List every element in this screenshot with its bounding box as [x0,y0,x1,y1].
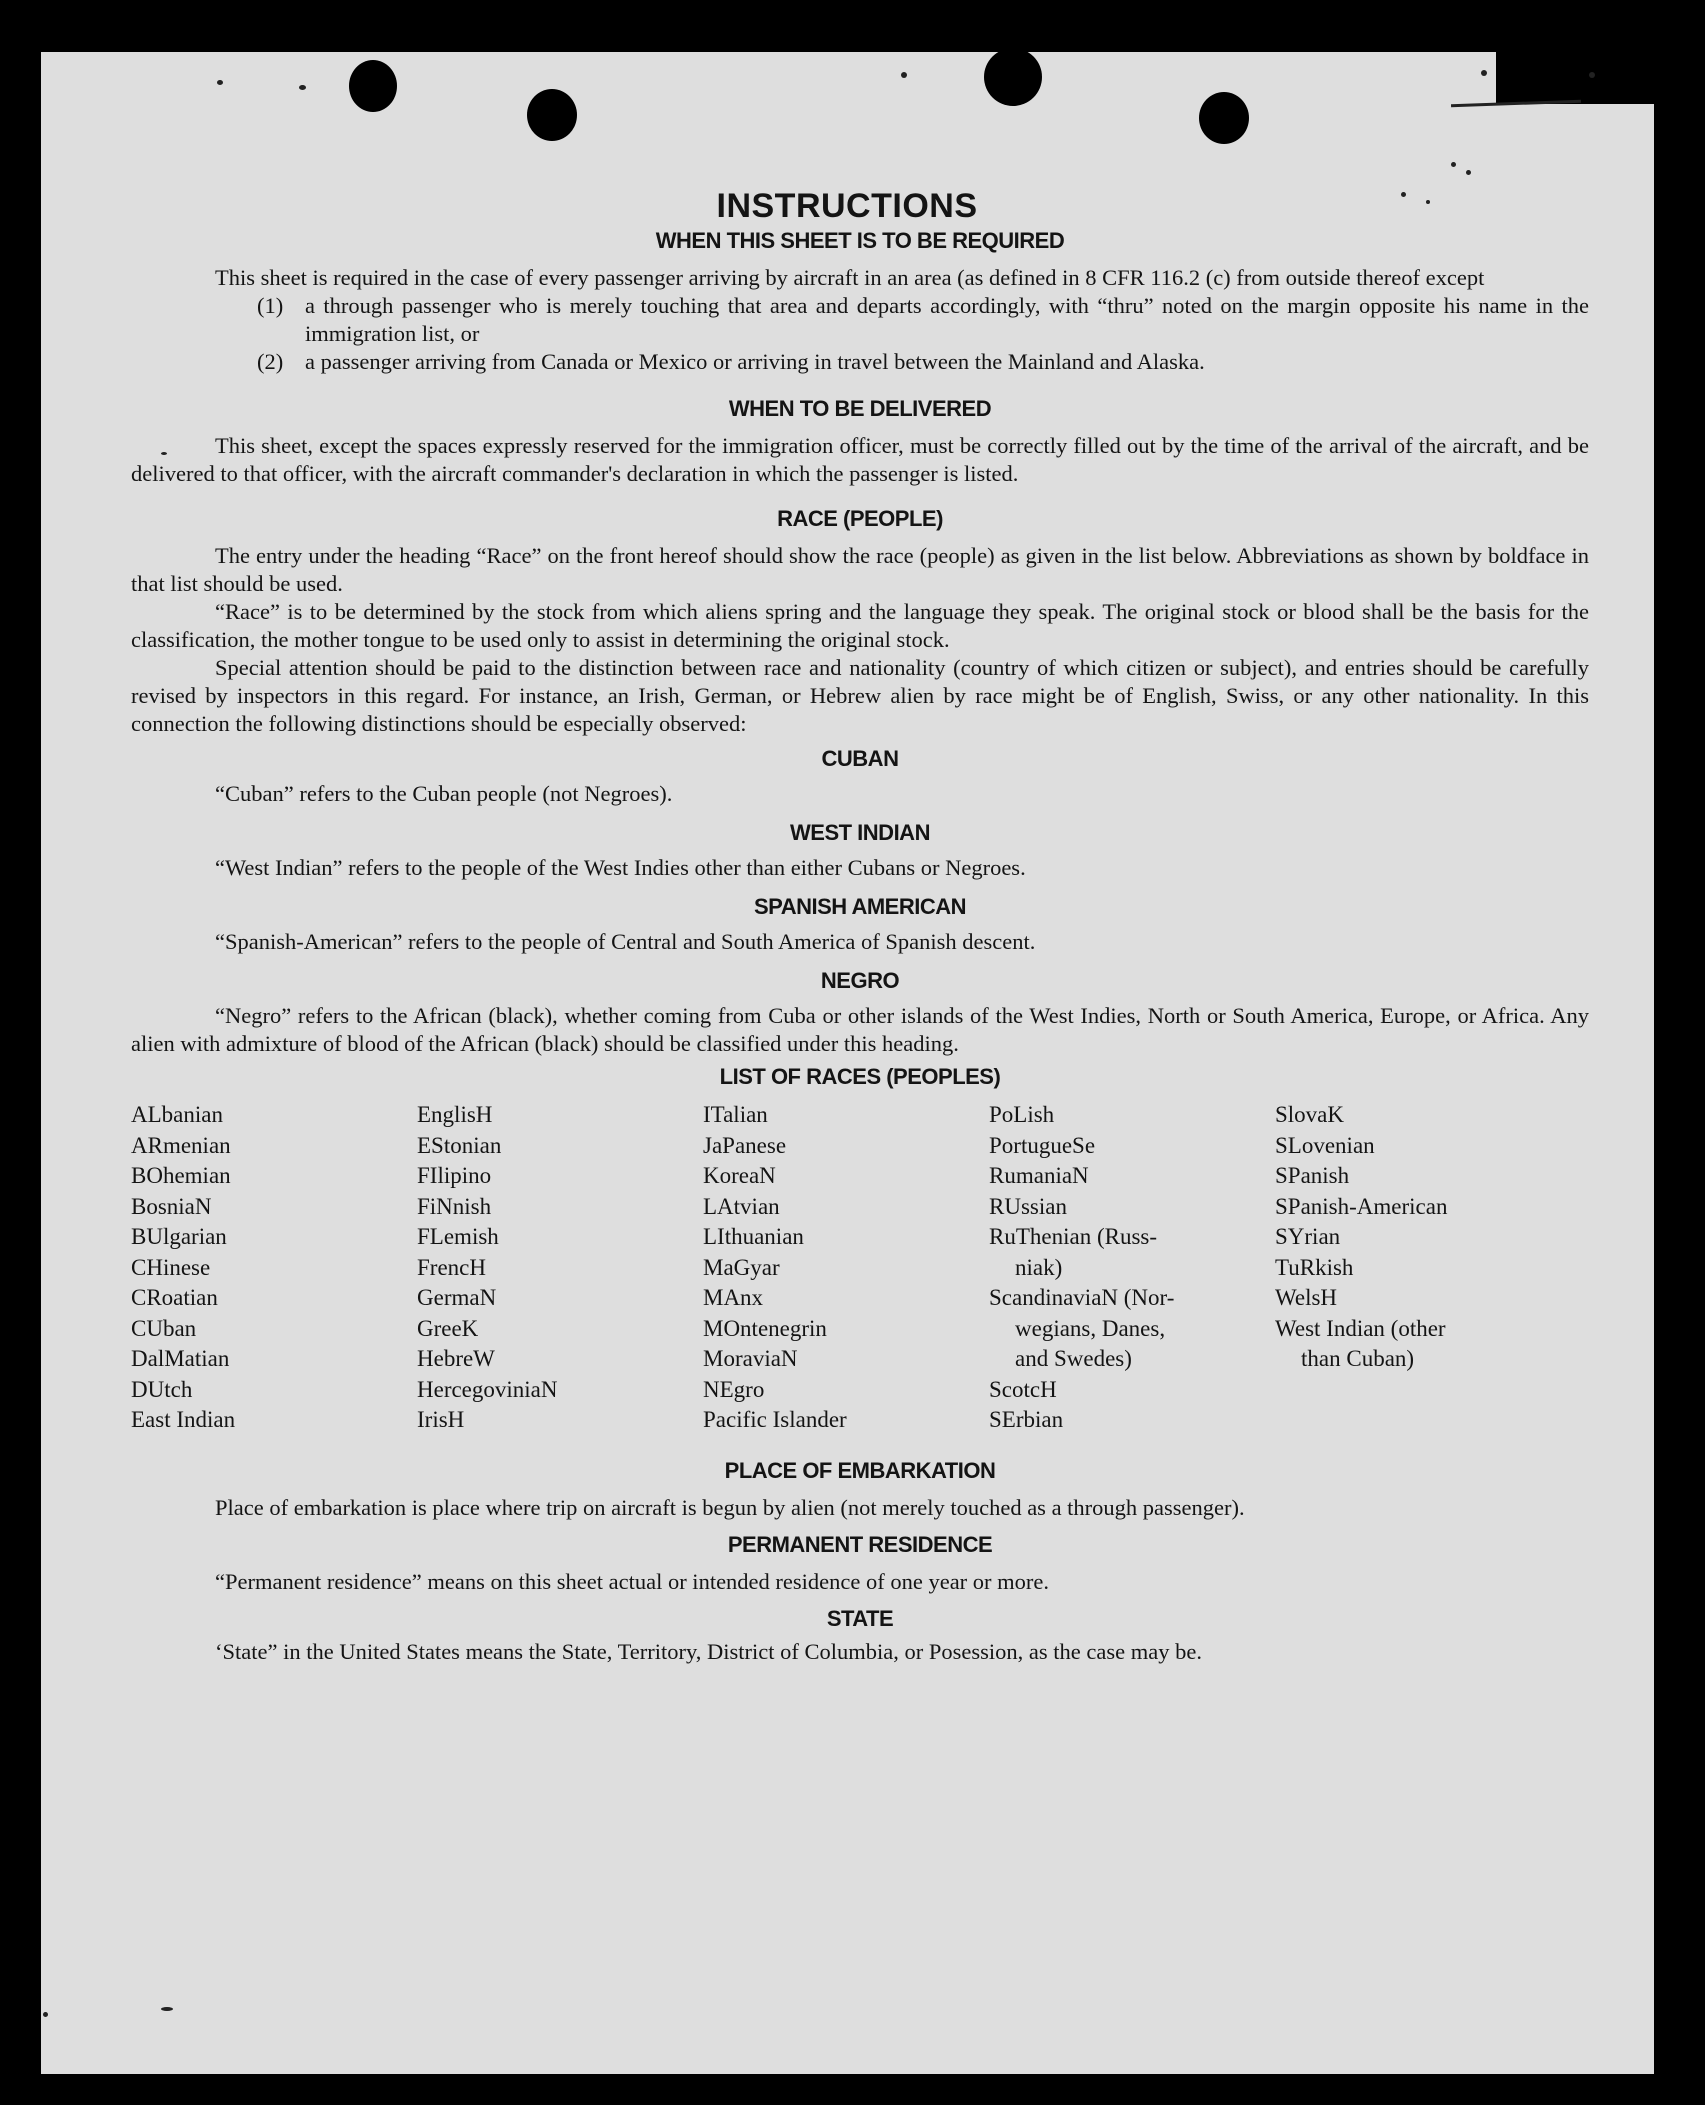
race-entry: PoLish [989,1102,1055,1127]
heading-required: WHEN THIS SHEET IS TO BE REQUIRED [655,228,1065,253]
state-text: ‘State” in the United States means the State, Territory, District of Columbia, or Posession, as the case may be. [215,1638,1202,1664]
instructions-content [131,187,1589,1666]
exception-item-2 [131,348,1589,376]
race-entry: SErbian [989,1407,1064,1432]
exception-text: a through passenger who is merely touching that area and departs accordingly, with “thru” noted on the margin opposite his name in the immigration list, or [305,293,1589,346]
speck [1589,72,1595,78]
race-entry: FiNnish [417,1193,492,1219]
heading-state: STATE [826,1605,894,1631]
race-entry: MOntenegrin [703,1315,827,1341]
race-entry: SYrian [1275,1224,1341,1249]
race-entry: FrencH [417,1254,486,1280]
speck [901,72,907,78]
heading-delivered: WHEN TO BE DELIVERED [728,396,992,421]
race-entry: SPanish [1275,1163,1350,1188]
race-entry: HercegoviniaN [417,1376,558,1402]
residence-text: “Permanent residence” means on this sheet actual or intended residence of one year or more. [215,1568,1050,1594]
race-entry: DalMatian [131,1346,230,1371]
race-entry: PortugueSe [989,1132,1096,1158]
race-entry: ScandinaviaN (Nor- [989,1285,1175,1310]
speck [1481,70,1487,76]
exception-item-1 [131,292,1589,348]
race-column [417,1100,703,1436]
speck [43,2012,48,2017]
race-entry: CRoatian [131,1285,218,1310]
race-entry-continued: wegians, Danes, [1015,1315,1166,1341]
race-entry: GreeK [417,1315,479,1341]
race-entry: EStonian [417,1132,502,1158]
punch-hole [527,89,577,141]
speck [299,85,306,90]
heading-negro: NEGRO [820,968,900,993]
race-entry: SPanish-American [1275,1193,1448,1219]
speck [1466,170,1471,175]
race-entry: LIthuanian [703,1224,804,1249]
race-entry: DUtch [131,1376,193,1402]
race-entry: RumaniaN [989,1163,1089,1188]
heading-residence: PERMANENT RESIDENCE [727,1531,993,1557]
race-paragraph: The entry under the heading “Race” on the front hereof should show the race (people) as given in the list below. Abbreviations as shown by boldface in that list should be used. [131,543,1589,596]
race-entry: SLovenian [1275,1132,1375,1158]
race-entry: BOhemian [131,1163,231,1188]
race-entry: FLemish [417,1224,499,1249]
embarkation-text: Place of embarkation is place where trip on aircraft is begun by alien (not merely touched as a through passenger). [215,1494,1245,1520]
heading-embarkation: PLACE OF EMBARKATION [724,1457,996,1483]
race-entry-continued: and Swedes) [1015,1346,1132,1371]
heading-race: RACE (PEOPLE) [777,506,943,531]
race-entry: TuRkish [1275,1254,1354,1280]
race-entry: West Indian (other [1275,1315,1446,1341]
race-entry: IrisH [417,1407,465,1432]
punch-hole [349,60,397,112]
race-entry: Pacific Islander [703,1407,847,1432]
race-entry: NEgro [703,1376,765,1402]
race-entry: BUlgarian [131,1224,227,1249]
west-indian-text: “West Indian” refers to the people of the West Indies other than either Cubans or Negroes. [215,855,1026,880]
race-paragraph: “Race” is to be determined by the stock from which aliens spring and the language they speak. The original stock or blood shall be the basis for the classification, the mother tongue to be used only to assist in determining the original stock. [131,599,1589,652]
speck [217,80,223,85]
race-entry-continued: than Cuban) [1301,1346,1415,1371]
exception-number: (1) [257,293,284,318]
race-entry: MaGyar [703,1254,780,1280]
race-entry: ALbanian [131,1102,223,1127]
race-entry: CHinese [131,1254,211,1280]
race-entry: KoreaN [703,1163,776,1188]
speck [161,2007,173,2011]
torn-corner [1496,52,1654,104]
race-entry: EnglisH [417,1102,493,1127]
race-entry: ARmenian [131,1132,231,1158]
race-list [131,1100,1589,1436]
heading-spanish-american: SPANISH AMERICAN [753,894,966,919]
heading-cuban: CUBAN [821,746,899,771]
race-column [131,1100,417,1436]
document-sheet [41,52,1654,2074]
race-column [703,1100,989,1436]
race-entry: MAnx [703,1285,764,1310]
race-entry: MoraviaN [703,1346,798,1371]
race-entry: East Indian [131,1407,236,1432]
race-entry: ITalian [703,1102,768,1127]
race-entry: SlovaK [1275,1102,1344,1127]
required-intro: This sheet is required in the case of every passenger arriving by aircraft in an area (as defined in 8 CFR 116.2 (c) from outside thereof except [215,265,1485,290]
exception-number: (2) [257,349,284,374]
race-entry: GermaN [417,1285,497,1310]
race-entry: JaPanese [703,1132,787,1158]
race-entry: RUssian [989,1193,1067,1219]
negro-text: “Negro” refers to the African (black), whether coming from Cuba or other islands of the West Indies, North or South America, Europe, or Africa. Any alien with admixture of blood of the African (black) should be classified under this heading. [131,1003,1589,1056]
heading-west-indian: WEST INDIAN [790,820,930,845]
race-entry: CUban [131,1315,197,1341]
page-title: INSTRUCTIONS [716,187,978,225]
race-column [1275,1100,1575,1436]
race-column [989,1100,1275,1436]
race-entry: RuThenian (Russ- [989,1224,1158,1249]
race-entry: BosniaN [131,1193,212,1219]
punch-hole [984,48,1042,106]
race-entry: FIlipino [417,1163,492,1188]
speck [1451,162,1456,167]
race-entry: LAtvian [703,1193,780,1219]
race-entry: WelsH [1275,1285,1338,1310]
race-entry-continued: niak) [1015,1254,1063,1280]
race-paragraph: Special attention should be paid to the distinction between race and nationality (country of which citizen or subject), and entries should be carefully revised by inspectors in this regard. For instance, an Irish, German, or Hebrew alien by race might be of English, Swiss, or any other nationality. In this connection the following distinctions should be especially observed: [131,655,1589,736]
punch-hole [1199,92,1249,144]
heading-list-of-races: LIST OF RACES (PEOPLES) [719,1064,1001,1089]
delivered-text: This sheet, except the spaces expressly reserved for the immigration officer, must be correctly filled out by the time of the arrival of the aircraft, and be delivered to that officer, with the aircraft commander's declaration in which the passenger is listed. [131,433,1589,486]
race-entry: HebreW [417,1346,495,1371]
race-entry: ScotcH [989,1376,1057,1402]
exception-text: a passenger arriving from Canada or Mexico or arriving in travel between the Mainland and Alaska. [305,349,1205,374]
spanish-american-text: “Spanish-American” refers to the people of Central and South America of Spanish descent. [215,929,1036,954]
cuban-text: “Cuban” refers to the Cuban people (not Negroes). [215,781,673,806]
